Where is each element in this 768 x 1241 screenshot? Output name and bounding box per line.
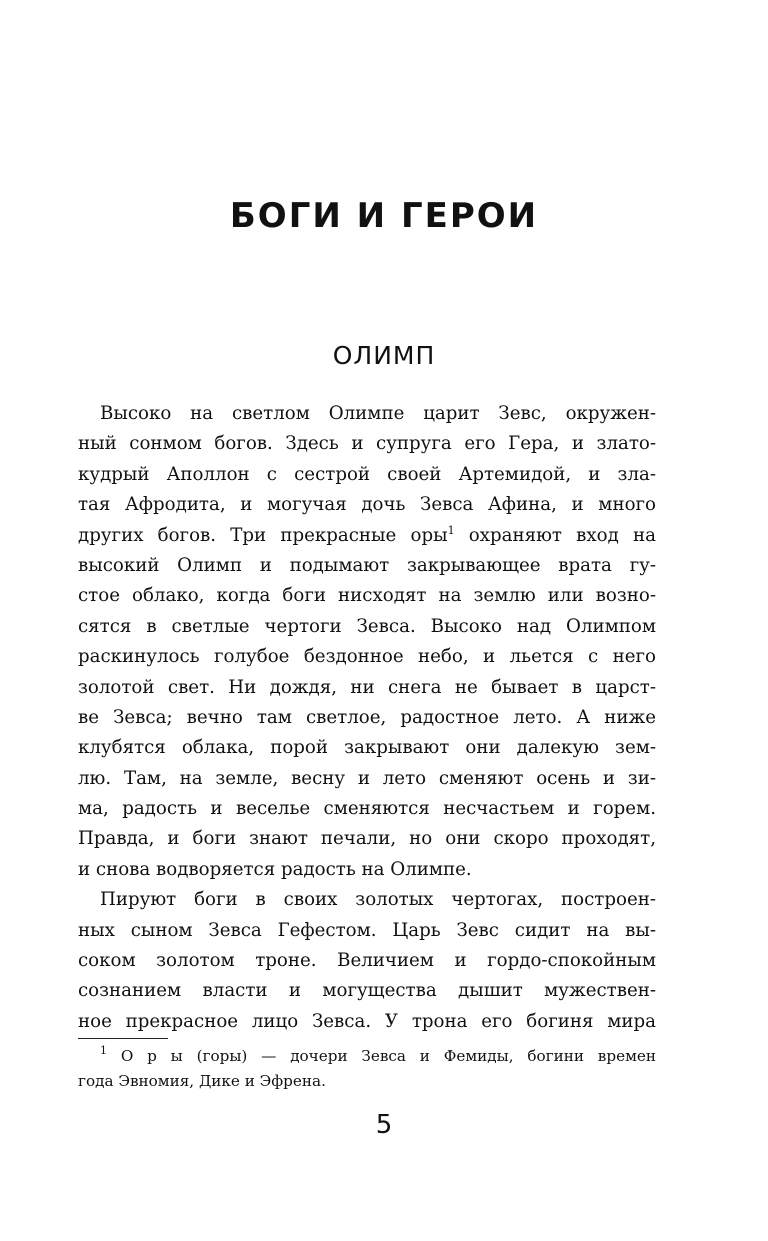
footnote-line: [78, 1044, 656, 1069]
footnote-text: О р ы (горы) — дочери Зевса и Фемиды, богини времен: [107, 1047, 656, 1065]
text-line: ма, радость и веселье сменяются несчастьем и горем.: [78, 798, 656, 820]
footnote-line: года Эвномия, Дике и Эфрена.: [78, 1072, 326, 1090]
text-line: Пируют боги в своих золотых чертогах, построен-: [100, 889, 656, 911]
text-fragment: охраняют вход на: [454, 524, 656, 546]
text-line: сознанием власти и могущества дышит мужествен-: [78, 980, 656, 1002]
text-line: ных сыном Зевса Гефестом. Царь Зевс сидит на вы-: [78, 919, 656, 941]
footnote-marker: 1: [447, 523, 455, 537]
text-line: клубятся облака, порой закрывают они далекую зем-: [78, 737, 656, 759]
footnote: [78, 1044, 656, 1094]
text-line-with-footnote: [78, 521, 656, 551]
text-line: лю. Там, на земле, весну и лето сменяют осень и зи-: [78, 767, 656, 789]
text-line: Правда, и боги знают печали, но они скоро проходят,: [78, 828, 656, 850]
page-number: 5: [375, 1110, 393, 1140]
text-line: раскинулось голубое бездонное небо, и льется с него: [78, 646, 656, 668]
text-line: соком золотом троне. Величием и гордо-спокойным: [78, 950, 656, 972]
text-line: и снова водворяется радость на Олимпе.: [78, 858, 472, 880]
chapter-title: ОЛИМП: [332, 341, 436, 370]
footnote-divider: [78, 1038, 168, 1039]
text-line: ве Зевса; вечно там светлое, радостное лето. А ниже: [78, 706, 656, 728]
footnote-marker: 1: [100, 1044, 107, 1057]
text-fragment: других богов. Три прекрасные оры: [78, 524, 448, 546]
text-line: ный сонмом богов. Здесь и супруга его Гера, и злато-: [78, 433, 656, 455]
part-title: БОГИ И ГЕРОИ: [229, 196, 539, 236]
text-line: ное прекрасное лицо Зевса. У трона его богиня мира: [78, 1010, 656, 1032]
text-line: кудрый Аполлон с сестрой своей Артемидой, и зла-: [78, 463, 656, 485]
text-line: золотой свет. Ни дождя, ни снега не бывает в царст-: [78, 676, 656, 698]
text-line: сятся в светлые чертоги Зевса. Высоко над Олимпом: [78, 615, 656, 637]
text-line: Высоко на светлом Олимпе царит Зевс, окружен-: [100, 403, 656, 424]
text-line: высокий Олимп и подымают закрывающее врата гу-: [78, 554, 656, 576]
body-text: [78, 399, 656, 1037]
text-line: тая Афродита, и могучая дочь Зевса Афина, и много: [78, 494, 656, 516]
text-line: стое облако, когда боги нисходят на землю или возно-: [78, 585, 656, 607]
